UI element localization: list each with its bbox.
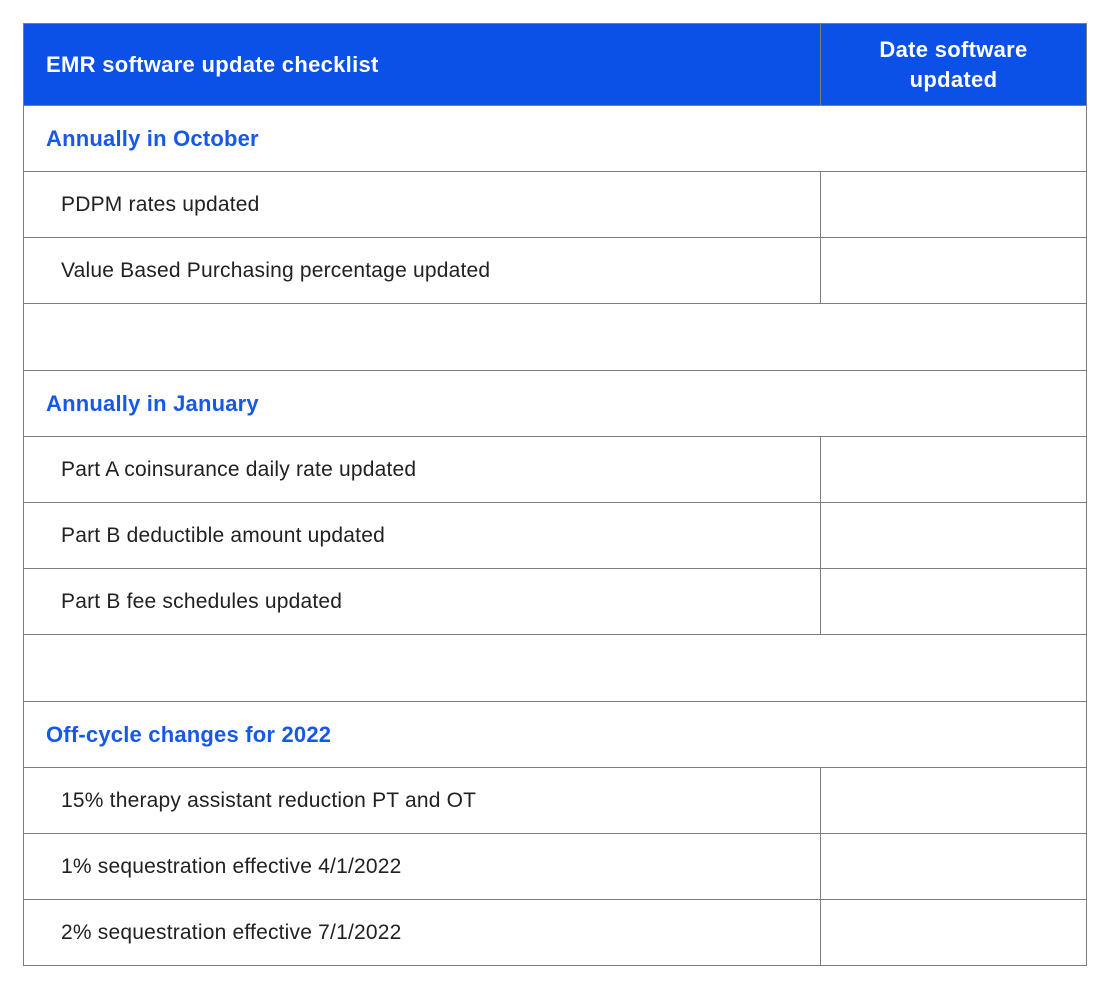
section-row-annually-october	[24, 106, 1087, 172]
task-label: 15% therapy assistant reduction PT and OT	[24, 768, 821, 834]
table-row	[24, 503, 1087, 569]
date-updated-cell[interactable]	[821, 768, 1087, 834]
spacer-cell	[24, 304, 1087, 371]
date-updated-cell[interactable]	[821, 437, 1087, 503]
table-row	[24, 569, 1087, 635]
date-updated-cell[interactable]	[821, 503, 1087, 569]
date-updated-cell[interactable]	[821, 900, 1087, 966]
task-label: Part B deductible amount updated	[24, 503, 821, 569]
table-row	[24, 172, 1087, 238]
date-updated-cell[interactable]	[821, 238, 1087, 304]
section-heading: Annually in October	[24, 106, 1087, 172]
date-column-header	[821, 24, 1087, 106]
table-row	[24, 437, 1087, 503]
section-row-off-cycle-2022	[24, 702, 1087, 768]
table-row	[24, 834, 1087, 900]
table-row	[24, 900, 1087, 966]
task-label: 2% sequestration effective 7/1/2022	[24, 900, 821, 966]
date-column-header-label: Date software updated	[879, 37, 1028, 92]
section-row-annually-january	[24, 371, 1087, 437]
spacer-row	[24, 635, 1087, 702]
emr-update-checklist-table	[23, 23, 1087, 966]
date-updated-cell[interactable]	[821, 569, 1087, 635]
section-heading: Off-cycle changes for 2022	[24, 702, 1087, 768]
table-row	[24, 238, 1087, 304]
task-label: Value Based Purchasing percentage updated	[24, 238, 821, 304]
date-updated-cell[interactable]	[821, 834, 1087, 900]
date-updated-cell[interactable]	[821, 172, 1087, 238]
spacer-row	[24, 304, 1087, 371]
checklist-title: EMR software update checklist	[24, 24, 821, 106]
section-heading: Annually in January	[24, 371, 1087, 437]
table-header-row	[24, 24, 1087, 106]
task-label: PDPM rates updated	[24, 172, 821, 238]
task-label: Part A coinsurance daily rate updated	[24, 437, 821, 503]
task-label: Part B fee schedules updated	[24, 569, 821, 635]
table-row	[24, 768, 1087, 834]
task-label: 1% sequestration effective 4/1/2022	[24, 834, 821, 900]
spacer-cell	[24, 635, 1087, 702]
